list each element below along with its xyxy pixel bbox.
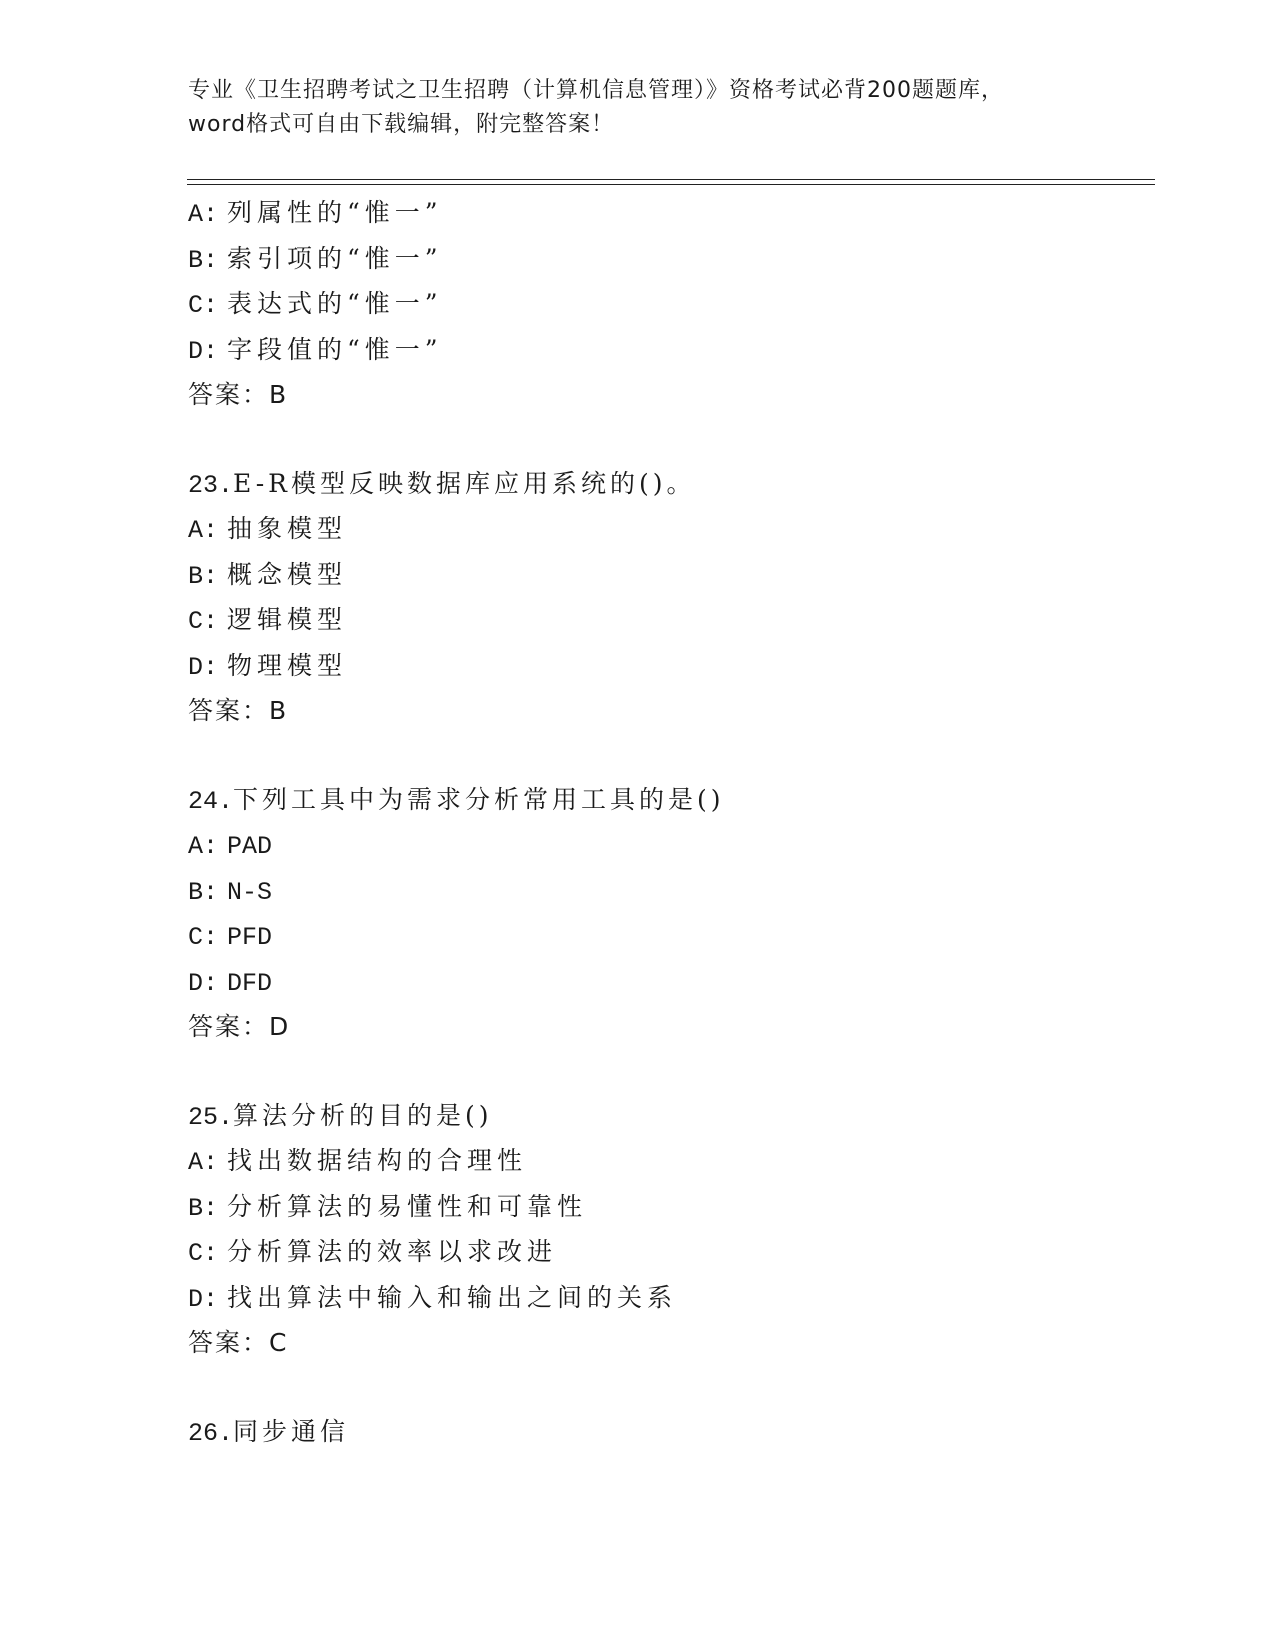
question-title	[188, 1409, 1148, 1455]
option-c	[188, 597, 1148, 643]
option-c	[188, 281, 1148, 327]
question-text: E-R模型反映数据库应用系统的()。	[233, 468, 696, 498]
document-header	[188, 74, 1088, 142]
answer-value: B	[269, 696, 287, 725]
option-separator: :	[203, 1148, 223, 1177]
option-key: D	[188, 336, 204, 366]
option-text: 表达式的“惟一”	[227, 289, 443, 318]
option-separator: :	[203, 1284, 223, 1314]
option-separator: :	[203, 200, 223, 229]
question-title	[188, 461, 1148, 507]
option-separator: :	[203, 336, 223, 366]
option-separator: :	[203, 923, 223, 952]
question-23	[188, 461, 1148, 734]
option-text: 索引项的“惟一”	[227, 243, 443, 273]
option-text: 找出算法中输入和输出之间的关系	[227, 1282, 678, 1312]
option-key: D	[188, 968, 204, 998]
header-title-line-2: word格式可自由下载编辑，附完整答案！	[188, 112, 615, 137]
answer-value: D	[269, 1012, 289, 1041]
answer-label: 答案：	[188, 1012, 270, 1041]
question-25	[188, 1093, 1148, 1366]
header-title-line-1: 专业《卫生招聘考试之卫生招聘（计算机信息管理）》资格考试必背200题题库，	[188, 78, 1004, 103]
option-separator: :	[203, 607, 223, 636]
question-text: 算法分析的目的是()	[233, 1100, 493, 1130]
option-b	[188, 552, 1148, 598]
option-b	[188, 1184, 1148, 1230]
option-d	[188, 327, 1148, 373]
option-key: D	[188, 1284, 204, 1314]
question-title	[188, 1093, 1148, 1139]
question-24	[188, 777, 1148, 1050]
option-b	[188, 868, 1148, 914]
answer-label: 答案：	[188, 380, 270, 409]
option-key: C	[188, 291, 204, 320]
option-key: C	[188, 923, 204, 952]
option-a	[188, 190, 1148, 236]
question-title	[188, 777, 1148, 823]
question-number: 25.	[188, 1102, 234, 1132]
option-key: A	[188, 516, 204, 545]
option-text: N-S	[227, 877, 273, 907]
header-divider-bottom	[187, 184, 1155, 185]
option-text: 分析算法的易懂性和可靠性	[227, 1191, 588, 1221]
option-key: C	[188, 607, 204, 636]
option-text: 字段值的“惟一”	[227, 334, 443, 364]
question-22-tail	[188, 190, 1148, 418]
option-d	[188, 643, 1148, 689]
option-separator: :	[203, 516, 223, 545]
option-text: 物理模型	[227, 650, 348, 680]
option-text: PFD	[227, 923, 273, 952]
question-spacer	[188, 418, 1148, 461]
option-separator: :	[203, 561, 223, 591]
question-spacer	[188, 734, 1148, 777]
question-number: 23.	[188, 470, 234, 500]
question-26	[188, 1409, 1148, 1455]
option-a	[188, 822, 1148, 868]
answer-line	[188, 372, 1148, 418]
option-text: 逻辑模型	[227, 605, 348, 634]
answer-label: 答案：	[188, 1328, 270, 1357]
option-separator: :	[203, 1193, 223, 1223]
question-text: 同步通信	[233, 1416, 350, 1446]
option-separator: :	[203, 1239, 223, 1268]
option-text: 抽象模型	[227, 514, 348, 543]
question-spacer	[188, 1050, 1148, 1093]
option-key: A	[188, 832, 204, 861]
question-number: 24.	[188, 786, 234, 816]
option-a	[188, 1138, 1148, 1184]
question-number: 26.	[188, 1418, 234, 1448]
option-c	[188, 1229, 1148, 1275]
answer-value: B	[269, 380, 287, 409]
option-text: 分析算法的效率以求改进	[227, 1237, 558, 1266]
option-key: C	[188, 1239, 204, 1268]
answer-label: 答案：	[188, 696, 270, 725]
option-separator: :	[203, 245, 223, 275]
answer-line	[188, 688, 1148, 734]
question-list	[188, 190, 1148, 1454]
option-c	[188, 913, 1148, 959]
question-text: 下列工具中为需求分析常用工具的是()	[233, 784, 725, 814]
option-key: B	[188, 877, 204, 907]
option-key: A	[188, 1148, 204, 1177]
option-text: PAD	[227, 832, 273, 861]
option-key: D	[188, 652, 204, 682]
option-separator: :	[203, 968, 223, 998]
option-d	[188, 959, 1148, 1005]
option-b	[188, 236, 1148, 282]
option-separator: :	[203, 877, 223, 907]
question-spacer	[188, 1366, 1148, 1409]
option-text: DFD	[227, 968, 273, 998]
option-separator: :	[203, 652, 223, 682]
option-separator: :	[203, 291, 223, 320]
option-text: 找出数据结构的合理性	[227, 1146, 528, 1175]
option-d	[188, 1275, 1148, 1321]
option-key: B	[188, 1193, 204, 1223]
answer-line	[188, 1004, 1148, 1050]
option-key: B	[188, 245, 204, 275]
header-divider-top	[187, 179, 1155, 180]
option-key: A	[188, 200, 204, 229]
answer-value: C	[269, 1328, 287, 1357]
option-separator: :	[203, 832, 223, 861]
option-a	[188, 506, 1148, 552]
option-key: B	[188, 561, 204, 591]
answer-line	[188, 1320, 1148, 1366]
option-text: 列属性的“惟一”	[227, 198, 443, 227]
option-text: 概念模型	[227, 559, 348, 589]
